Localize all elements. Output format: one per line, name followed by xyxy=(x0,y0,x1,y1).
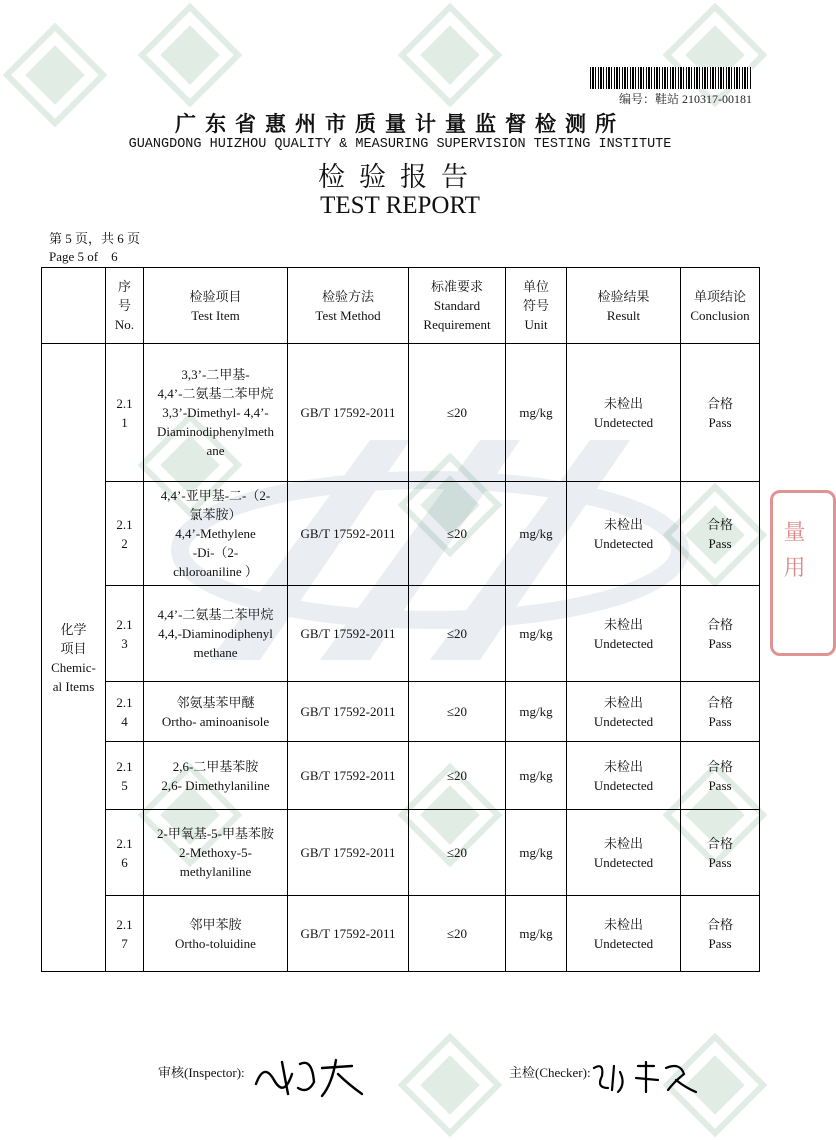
report-number: 编号：鞋站 210317-00181 xyxy=(619,92,752,106)
cell-method: GB/T 17592-2011 xyxy=(288,810,409,896)
checker-label: 主检(Checker): xyxy=(509,1065,591,1080)
cell-item: 4,4’-二氨基二苯甲烷 4,4,-Diaminodiphenyl methane xyxy=(144,586,288,682)
cell-unit: mg/kg xyxy=(506,810,567,896)
cell-method: GB/T 17592-2011 xyxy=(288,344,409,482)
results-table xyxy=(41,267,760,972)
cell-no: 2.1 4 xyxy=(106,682,144,742)
cell-no: 2.1 5 xyxy=(106,742,144,810)
cell-result: 未检出 Undetected xyxy=(567,810,681,896)
cell-standard: ≤20 xyxy=(409,344,506,482)
cell-unit: mg/kg xyxy=(506,682,567,742)
cell-standard: ≤20 xyxy=(409,742,506,810)
cell-standard: ≤20 xyxy=(409,810,506,896)
cell-standard: ≤20 xyxy=(409,586,506,682)
report-title-en: TEST REPORT xyxy=(320,192,480,219)
cell-item: 3,3’-二甲基- 4,4’-二氨基二苯甲烷 3,3’-Dimethyl- 4,4’- Diaminodiphenylmeth ane xyxy=(144,344,288,482)
cell-item: 4,4’-亚甲基-二-（2- 氯苯胺） 4,4’-Methylene -Di-（2- chloroaniline ） xyxy=(144,482,288,586)
checker-signature xyxy=(590,1058,700,1098)
cell-conclusion: 合格 Pass xyxy=(681,344,760,482)
cell-item: 2-甲氧基-5-甲基苯胺 2-Methoxy-5- methylaniline xyxy=(144,810,288,896)
report-title-cn: 检验报告 xyxy=(318,162,482,192)
cell-item: 邻氨基苯甲醚 Ortho- aminoanisole xyxy=(144,682,288,742)
seal-text: 量 用 xyxy=(781,520,806,582)
header-conclusion: 单项结论 Conclusion xyxy=(681,268,760,344)
table-row xyxy=(42,742,760,810)
header-no: 序 号 No. xyxy=(106,268,144,344)
cell-item: 邻甲苯胺 Ortho-toluidine xyxy=(144,896,288,972)
cell-standard: ≤20 xyxy=(409,682,506,742)
cell-method: GB/T 17592-2011 xyxy=(288,742,409,810)
cell-no: 2.1 1 xyxy=(106,344,144,482)
header-standard: 标准要求 Standard Requirement xyxy=(409,268,506,344)
cell-result: 未检出 Undetected xyxy=(567,482,681,586)
inspector-label: 审核(Inspector): xyxy=(158,1065,245,1080)
watermark-logo xyxy=(395,1030,505,1140)
cell-unit: mg/kg xyxy=(506,742,567,810)
table-header-row xyxy=(42,268,760,344)
cell-conclusion: 合格 Pass xyxy=(681,682,760,742)
page-indicator-en: Page 5 of 6 xyxy=(49,249,118,264)
inspector-signature xyxy=(252,1054,370,1100)
cell-no: 2.1 6 xyxy=(106,810,144,896)
table-row xyxy=(42,896,760,972)
cell-conclusion: 合格 Pass xyxy=(681,482,760,586)
cell-conclusion: 合格 Pass xyxy=(681,896,760,972)
cell-conclusion: 合格 Pass xyxy=(681,586,760,682)
cell-method: GB/T 17592-2011 xyxy=(288,482,409,586)
watermark-logo xyxy=(135,0,245,110)
institute-name-en: GUANGDONG HUIZHOU QUALITY & MEASURING SUPERVISION TESTING INSTITUTE xyxy=(128,137,672,152)
cell-method: GB/T 17592-2011 xyxy=(288,586,409,682)
cell-no: 2.1 3 xyxy=(106,586,144,682)
table-row xyxy=(42,586,760,682)
cell-conclusion: 合格 Pass xyxy=(681,810,760,896)
table-body xyxy=(42,344,760,972)
cell-unit: mg/kg xyxy=(506,482,567,586)
category-header-cell xyxy=(42,268,106,344)
cell-result: 未检出 Undetected xyxy=(567,896,681,972)
cell-result: 未检出 Undetected xyxy=(567,344,681,482)
cell-result: 未检出 Undetected xyxy=(567,586,681,682)
page-indicator-cn: 第 5 页，共 6 页 xyxy=(49,231,141,246)
header-item: 检验项目 Test Item xyxy=(144,268,288,344)
header-result: 检验结果 Result xyxy=(567,268,681,344)
cell-method: GB/T 17592-2011 xyxy=(288,682,409,742)
institute-name-cn: 广东省惠州市质量计量监督检测所 xyxy=(175,112,625,136)
cell-item: 2,6-二甲基苯胺 2,6- Dimethylaniline xyxy=(144,742,288,810)
cell-unit: mg/kg xyxy=(506,344,567,482)
barcode xyxy=(590,67,752,89)
table-row xyxy=(42,682,760,742)
cell-no: 2.1 2 xyxy=(106,482,144,586)
cell-result: 未检出 Undetected xyxy=(567,682,681,742)
category-cell: 化学 项目 Chemic- al Items xyxy=(42,344,106,972)
cell-conclusion: 合格 Pass xyxy=(681,742,760,810)
cell-no: 2.1 7 xyxy=(106,896,144,972)
header-method: 检验方法 Test Method xyxy=(288,268,409,344)
table-row xyxy=(42,344,760,482)
cell-unit: mg/kg xyxy=(506,586,567,682)
cell-unit: mg/kg xyxy=(506,896,567,972)
cell-standard: ≤20 xyxy=(409,896,506,972)
watermark-logo xyxy=(395,0,505,110)
cell-result: 未检出 Undetected xyxy=(567,742,681,810)
table-row xyxy=(42,810,760,896)
table-row xyxy=(42,482,760,586)
cell-standard: ≤20 xyxy=(409,482,506,586)
cell-method: GB/T 17592-2011 xyxy=(288,896,409,972)
header-unit: 单位 符号 Unit xyxy=(506,268,567,344)
